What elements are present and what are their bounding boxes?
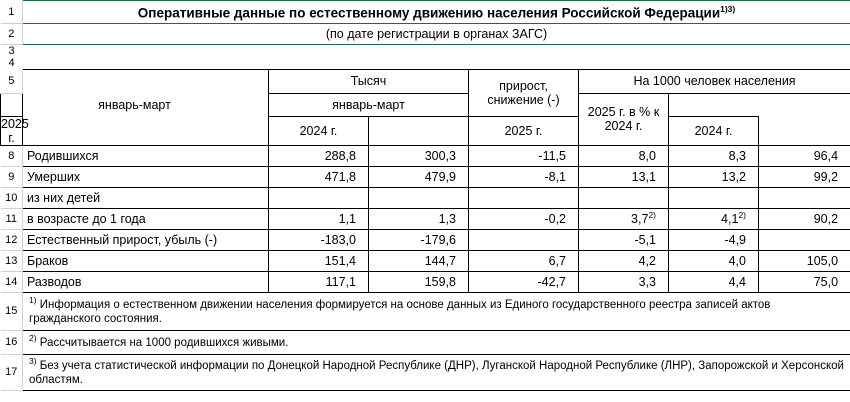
report-title-footnote-marker: 1)3) <box>720 3 736 14</box>
footnote-3-text: Без учета статистической информации по Донецкой Народной Республике (ДНР), Луганской Народной Республике (ЛНР), Запорожской и Херсонской областям. <box>29 360 844 387</box>
table-cell-per1000-2025: 8,0 <box>579 145 669 166</box>
header-year-2024-thousands: 2024 г. <box>269 116 369 145</box>
table-cell-per1000-2024: 4,4 <box>669 271 759 292</box>
header-growth-spacer <box>369 116 469 145</box>
report-title-text: Оперативные данные по естественному движению населения Российской Федерации <box>137 5 721 21</box>
header-growth-line2: снижение (-) <box>487 92 560 107</box>
header-growth-decline <box>469 69 579 116</box>
table-cell-thousands-2025: 1,1 <box>269 208 369 229</box>
footnote-2-marker: 2) <box>29 333 37 344</box>
row-number-17[interactable]: 17 <box>1 354 23 390</box>
table-cell-per1000-2025: 3,3 <box>579 271 669 292</box>
row-number-8[interactable]: 8 <box>1 145 23 166</box>
table-cell-thousands-2025: 471,8 <box>269 166 369 187</box>
table-row-label: Разводов <box>23 271 269 292</box>
footnote-marker: 2) <box>738 210 746 221</box>
table-cell-per1000-2025 <box>579 187 669 208</box>
table-cell-per1000-2025: -5,1 <box>579 229 669 250</box>
table-cell-per1000-2024: -4,9 <box>669 229 759 250</box>
row-number-16[interactable]: 16 <box>1 330 23 354</box>
header-group-thousands: Тысяч <box>269 69 469 93</box>
table-row-label: Естественный прирост, убыль (-) <box>23 229 269 250</box>
table-cell-pct: 96,4 <box>759 145 850 166</box>
header-group-per-1000: На 1000 человек населения <box>579 69 850 93</box>
table-cell-delta: 6,7 <box>469 250 579 271</box>
table-row-label: Родившихся <box>23 145 269 166</box>
table-cell-pct: 99,2 <box>759 166 850 187</box>
table-cell-thousands-2024: -179,6 <box>369 229 469 250</box>
table-cell-delta: -0,2 <box>469 208 579 229</box>
footnote-3-marker: 3) <box>29 356 37 367</box>
table-cell-pct <box>759 229 850 250</box>
table-cell-thousands-2024: 159,8 <box>369 271 469 292</box>
footnote-marker: 2) <box>648 210 656 221</box>
row-number-14[interactable]: 14 <box>1 271 23 292</box>
table-cell-pct: 90,2 <box>759 208 850 229</box>
header-period-left: январь-март <box>1 93 269 116</box>
row-number-12[interactable]: 12 <box>1 229 23 250</box>
footnote-1 <box>23 292 850 330</box>
report-subtitle: (по дате регистрации в органах ЗАГС) <box>23 24 850 45</box>
header-ratio-line2: 2024 г. <box>604 119 643 133</box>
table-row-label: из них детей <box>23 187 269 208</box>
table-row-label: Браков <box>23 250 269 271</box>
header-growth-line1: прирост, <box>499 78 548 93</box>
table-cell-delta: -42,7 <box>469 271 579 292</box>
row-number-9[interactable]: 9 <box>1 166 23 187</box>
row-number-13[interactable]: 13 <box>1 250 23 271</box>
table-cell-per1000-2025: 13,1 <box>579 166 669 187</box>
row-number-11[interactable]: 11 <box>1 208 23 229</box>
report-title <box>23 1 850 24</box>
table-cell-per1000-2025: 4,2 <box>579 250 669 271</box>
table-cell-per1000-2025 <box>579 208 669 229</box>
table-cell-thousands-2025: -183,0 <box>269 229 369 250</box>
table-cell-thousands-2024: 479,9 <box>369 166 469 187</box>
row-number-4[interactable]: 4 <box>1 57 23 69</box>
table-cell-per1000-2024: 4,0 <box>669 250 759 271</box>
header-year-2024-per1000: 2024 г. <box>669 116 759 145</box>
spacer-row-4 <box>23 57 850 69</box>
row-number-10[interactable]: 10 <box>1 187 23 208</box>
row-number-3[interactable]: 3 <box>1 45 23 58</box>
footnote-3 <box>23 354 850 390</box>
value-text: 4,1 <box>721 212 739 227</box>
table-cell-thousands-2024: 300,3 <box>369 145 469 166</box>
table-cell-per1000-2024 <box>669 187 759 208</box>
table-row-label: Умерших <box>23 166 269 187</box>
header-year-2025-thousands: 2025 г. <box>1 116 29 145</box>
row-number-1[interactable]: 1 <box>1 1 23 24</box>
table-cell-thousands-2025: 151,4 <box>269 250 369 271</box>
footnote-1-marker: 1) <box>29 295 37 306</box>
table-cell-per1000-2024: 13,2 <box>669 166 759 187</box>
table-cell-delta: -8,1 <box>469 166 579 187</box>
header-period-right: январь-март <box>269 93 469 116</box>
row-number-2[interactable]: 2 <box>1 24 23 45</box>
header-ratio-pct <box>579 93 669 145</box>
table-cell-thousands-2024 <box>369 187 469 208</box>
table-cell-thousands-2024: 144,7 <box>369 250 469 271</box>
table-cell-thousands-2025: 288,8 <box>269 145 369 166</box>
table-cell-per1000-2024 <box>669 208 759 229</box>
footnote-2-text: Рассчитывается на 1000 родившихся живыми. <box>36 337 289 350</box>
table-row-label: в возрасте до 1 года <box>23 208 269 229</box>
value-text: 3,7 <box>631 212 649 227</box>
table-cell-thousands-2024: 1,3 <box>369 208 469 229</box>
table-cell-delta <box>469 229 579 250</box>
table-cell-per1000-2024: 8,3 <box>669 145 759 166</box>
footnote-2 <box>23 330 850 354</box>
header-year-2025-per1000: 2025 г. <box>469 116 579 145</box>
row-number-15[interactable]: 15 <box>1 292 23 330</box>
spacer-row-3 <box>23 45 850 58</box>
row-number-5[interactable]: 5 <box>1 69 23 93</box>
table-cell-thousands-2025: 117,1 <box>269 271 369 292</box>
footnote-1-text: Информация о естественном движении населения формируется на основе данных из Единого государственного реестра записей актов гражданского состояния. <box>29 299 771 326</box>
table-cell-delta: -11,5 <box>469 145 579 166</box>
table-cell-thousands-2025 <box>269 187 369 208</box>
table-cell-delta <box>469 187 579 208</box>
table-cell-pct <box>759 187 850 208</box>
table-cell-pct: 105,0 <box>759 250 850 271</box>
header-ratio-line1: 2025 г. в % к <box>587 105 660 119</box>
table-cell-pct: 75,0 <box>759 271 850 292</box>
